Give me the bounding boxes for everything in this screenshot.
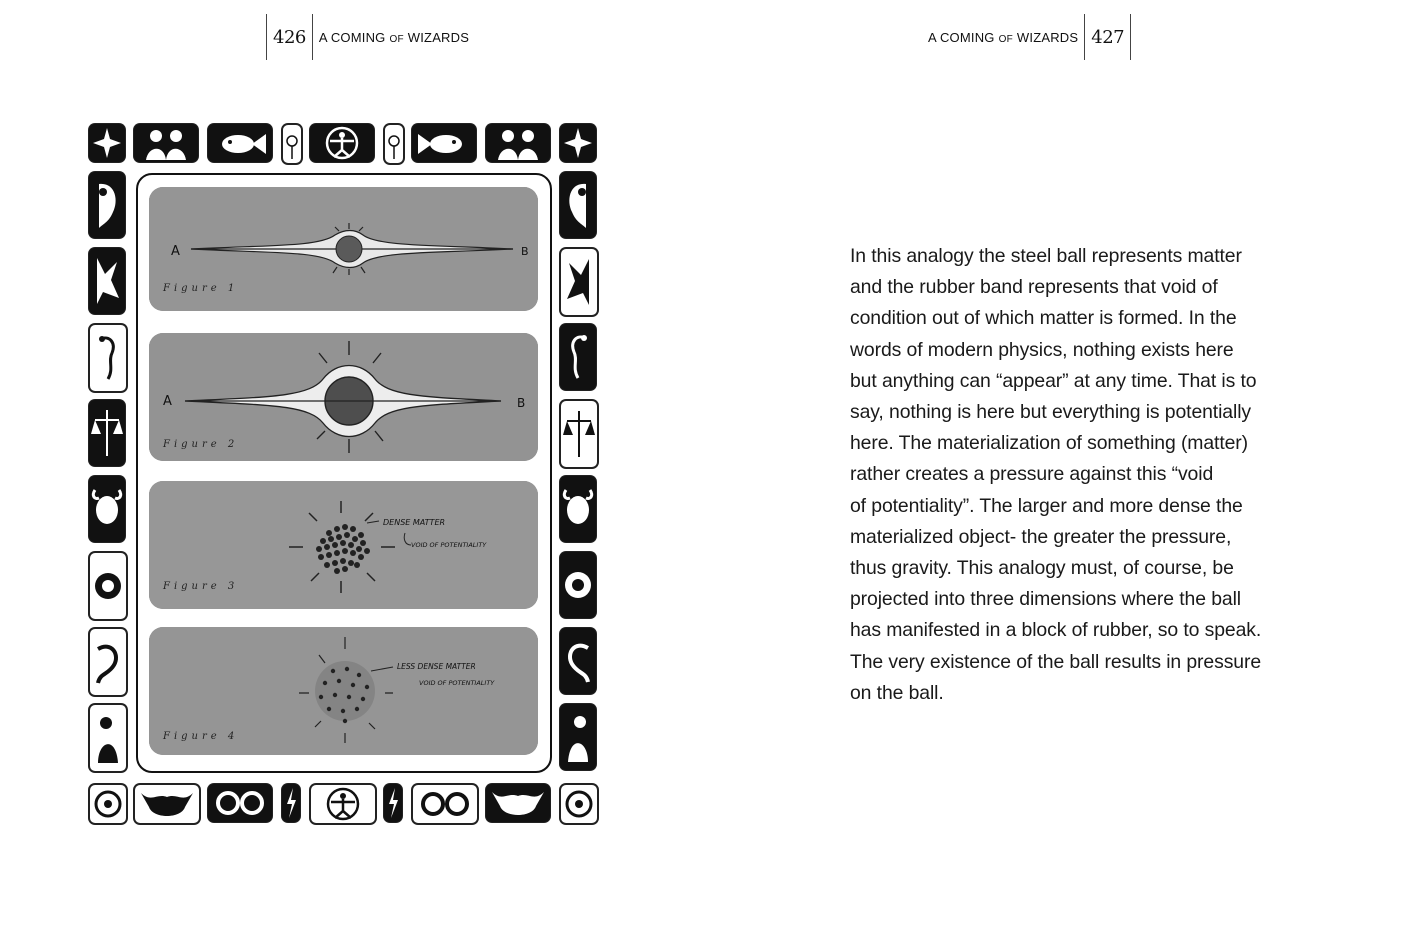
- text-line: condition out of which matter is formed. In the: [850, 307, 1237, 330]
- figure-3-note-2: VOID OF POTENTIALITY: [411, 541, 487, 549]
- scales-icon: [560, 400, 598, 468]
- text-line: but anything can “appear” at any time. That is to: [850, 369, 1257, 392]
- text-line: here. The materialization of something (matter): [850, 432, 1249, 455]
- figure-3-caption: Figure 3: [163, 581, 239, 592]
- figure-4-note-2: VOID OF POTENTIALITY: [419, 679, 495, 687]
- crab-icon: [560, 476, 596, 542]
- ram-profile-icon: [89, 172, 125, 238]
- text-line: thus gravity. This analogy must, of course, be: [850, 557, 1234, 580]
- figure-2: [149, 333, 538, 461]
- lightning-icon: [282, 784, 300, 822]
- text-line: In this analogy the steel ball represents matter: [850, 245, 1242, 267]
- figure-4-caption: Figure 4: [163, 731, 239, 742]
- right-page: [702, 0, 1405, 943]
- figure-3: [149, 481, 538, 609]
- rose-icon: [384, 124, 404, 164]
- twins-icon: [134, 124, 198, 162]
- scorpion-icon: [560, 324, 596, 390]
- figure-1-label-b: B: [521, 245, 529, 258]
- figure-4-note-1: LESS DENSE MATTER: [397, 662, 476, 671]
- book-title: A COMING OF WIZARDS: [318, 29, 470, 45]
- goat-icon: [560, 248, 598, 316]
- figure-1: [149, 187, 538, 311]
- figure-2-caption: Figure 2: [163, 439, 239, 450]
- left-running-head: [266, 14, 475, 60]
- illustration-plate: [89, 124, 597, 822]
- star-icon: [89, 124, 125, 162]
- text-line: projected into three dimensions where the ball: [850, 588, 1241, 611]
- left-page: [0, 0, 702, 943]
- ram-horns-icon: [412, 784, 478, 824]
- virgin-icon: [560, 704, 596, 770]
- bull-icon: [134, 784, 200, 824]
- figure-4: [149, 627, 538, 755]
- twins-icon: [486, 124, 550, 162]
- fish-icon: [208, 124, 272, 162]
- figure-1-caption: Figure 1: [163, 283, 239, 294]
- virgin-icon: [89, 704, 127, 772]
- scorpion-icon: [89, 628, 127, 696]
- text-line: on the ball.: [850, 681, 944, 704]
- lion-icon: [560, 552, 596, 618]
- lightning-icon: [384, 784, 402, 822]
- figure-2-label-b: B: [517, 396, 526, 410]
- goat-icon: [89, 248, 125, 314]
- bull-icon: [486, 784, 550, 822]
- vitruvian-man-icon: [310, 784, 376, 824]
- ram-horns-icon: [208, 784, 272, 822]
- figures-frame: [136, 173, 552, 773]
- scorpion-icon: [89, 324, 127, 392]
- crab-icon: [89, 476, 125, 542]
- text-line: The very existence of the ball results in pressure: [850, 650, 1262, 673]
- text-line: has manifested in a block of rubber, so to speak.: [850, 619, 1262, 642]
- page-number: 426: [266, 14, 313, 60]
- text-line: rather creates a pressure against this “void: [850, 463, 1214, 486]
- text-line: of potentiality”. The larger and more dense the: [850, 494, 1243, 517]
- vitruvian-man-icon: [310, 124, 374, 162]
- text-line: materialized object- the greater the pressure,: [850, 525, 1232, 548]
- figure-2-label-a: A: [163, 394, 172, 409]
- text-line: and the rubber band represents that void of: [850, 276, 1218, 299]
- rose-icon: [282, 124, 302, 164]
- right-running-head: [922, 14, 1131, 60]
- scales-icon: [89, 400, 125, 466]
- ram-profile-icon: [560, 172, 596, 238]
- page-number: 427: [1084, 14, 1131, 60]
- star-icon: [560, 124, 596, 162]
- lion-icon: [89, 552, 127, 620]
- sun-icon: [89, 784, 127, 824]
- figure-3-note-1: DENSE MATTER: [383, 518, 446, 527]
- scorpion-icon: [560, 628, 596, 694]
- sun-icon: [560, 784, 598, 824]
- text-line: say, nothing is here but everything is potentially: [850, 401, 1252, 424]
- body-paragraph: [850, 241, 1270, 709]
- text-line: words of modern physics, nothing exists here: [850, 338, 1234, 361]
- figure-1-label-a: A: [171, 244, 180, 259]
- fish-icon: [412, 124, 476, 162]
- book-title: A COMING OF WIZARDS: [928, 29, 1079, 45]
